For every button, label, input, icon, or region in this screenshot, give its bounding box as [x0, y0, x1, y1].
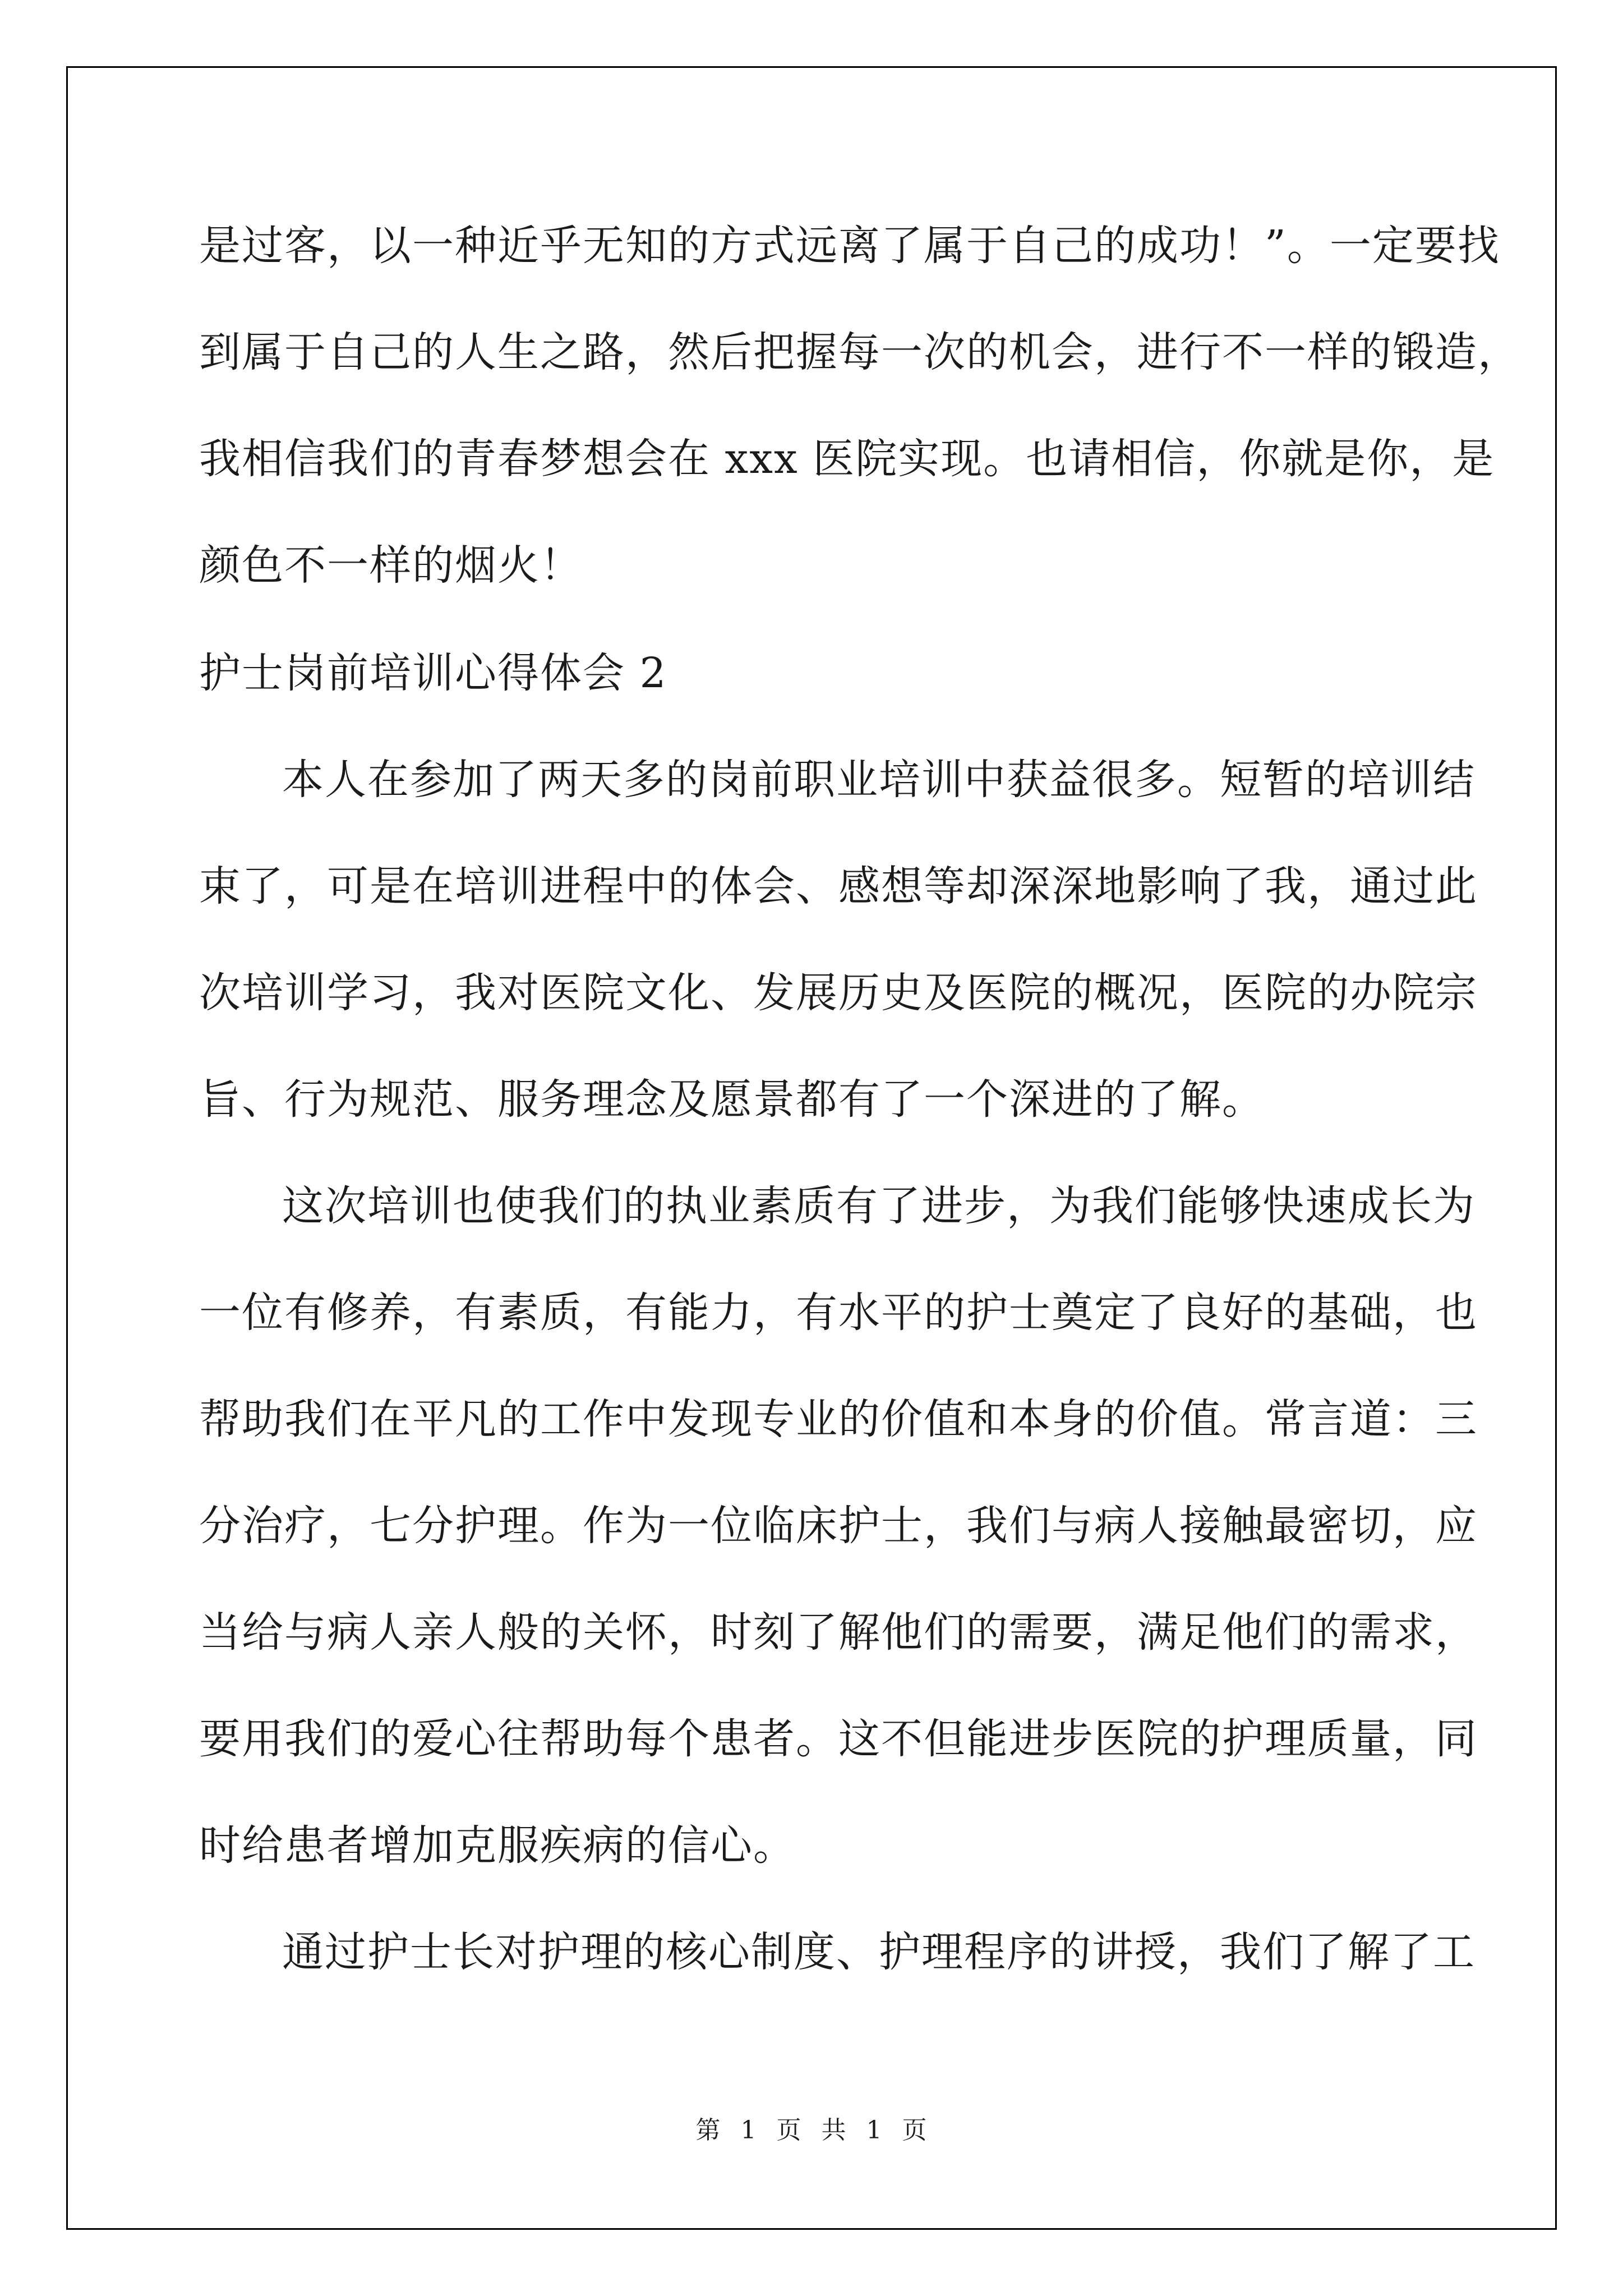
text-line: 颜色不一样的烟火！: [199, 541, 583, 590]
text-line: 当给与病人亲人般的关怀，时刻了解他们的需要，满足他们的需求，: [199, 1608, 1478, 1657]
text-line: 旨、行为规范、服务理念及愿景都有了一个深进的了解。: [199, 1075, 1265, 1124]
paragraph-start-line: 这次培训也使我们的执业素质有了进步，为我们能够快速成长为: [282, 1182, 1476, 1230]
text-line: 是过客，以一种近乎无知的方式远离了属于自己的成功！”。一定要找: [199, 222, 1500, 270]
text-line: 帮助我们在平凡的工作中发现专业的价值和本身的价值。常言道：三: [199, 1395, 1478, 1443]
text-line: 束了，可是在培训进程中的体会、感想等却深深地影响了我，通过此: [199, 862, 1478, 910]
text-line: 分治疗，七分护理。作为一位临床护士，我们与病人接触最密切，应: [199, 1502, 1478, 1550]
section-heading: 护士岗前培训心得体会 2: [199, 649, 667, 697]
paragraph-start-line: 通过护士长对护理的核心制度、护理程序的讲授，我们了解了工: [282, 1928, 1476, 1976]
text-line: 一位有修养，有素质，有能力，有水平的护士奠定了良好的基础，也: [199, 1289, 1478, 1337]
page-border: [66, 66, 1557, 2230]
text-line: 次培训学习，我对医院文化、发展历史及医院的概况，医院的办院宗: [199, 969, 1478, 1017]
text-line: 到属于自己的人生之路，然后把握每一次的机会，进行不一样的锻造，: [199, 328, 1520, 376]
page-number-footer: 第 1 页 共 1 页: [695, 2116, 928, 2145]
paragraph-start-line: 本人在参加了两天多的岗前职业培训中获益很多。短暂的培训结: [282, 756, 1476, 804]
text-line: 要用我们的爱心往帮助每个患者。这不但能进步医院的护理质量，同: [199, 1715, 1478, 1763]
text-line: 我相信我们的青春梦想会在 xxx 医院实现。也请相信，你就是你，是: [199, 435, 1495, 483]
text-line: 时给患者增加克服疾病的信心。: [199, 1821, 796, 1870]
